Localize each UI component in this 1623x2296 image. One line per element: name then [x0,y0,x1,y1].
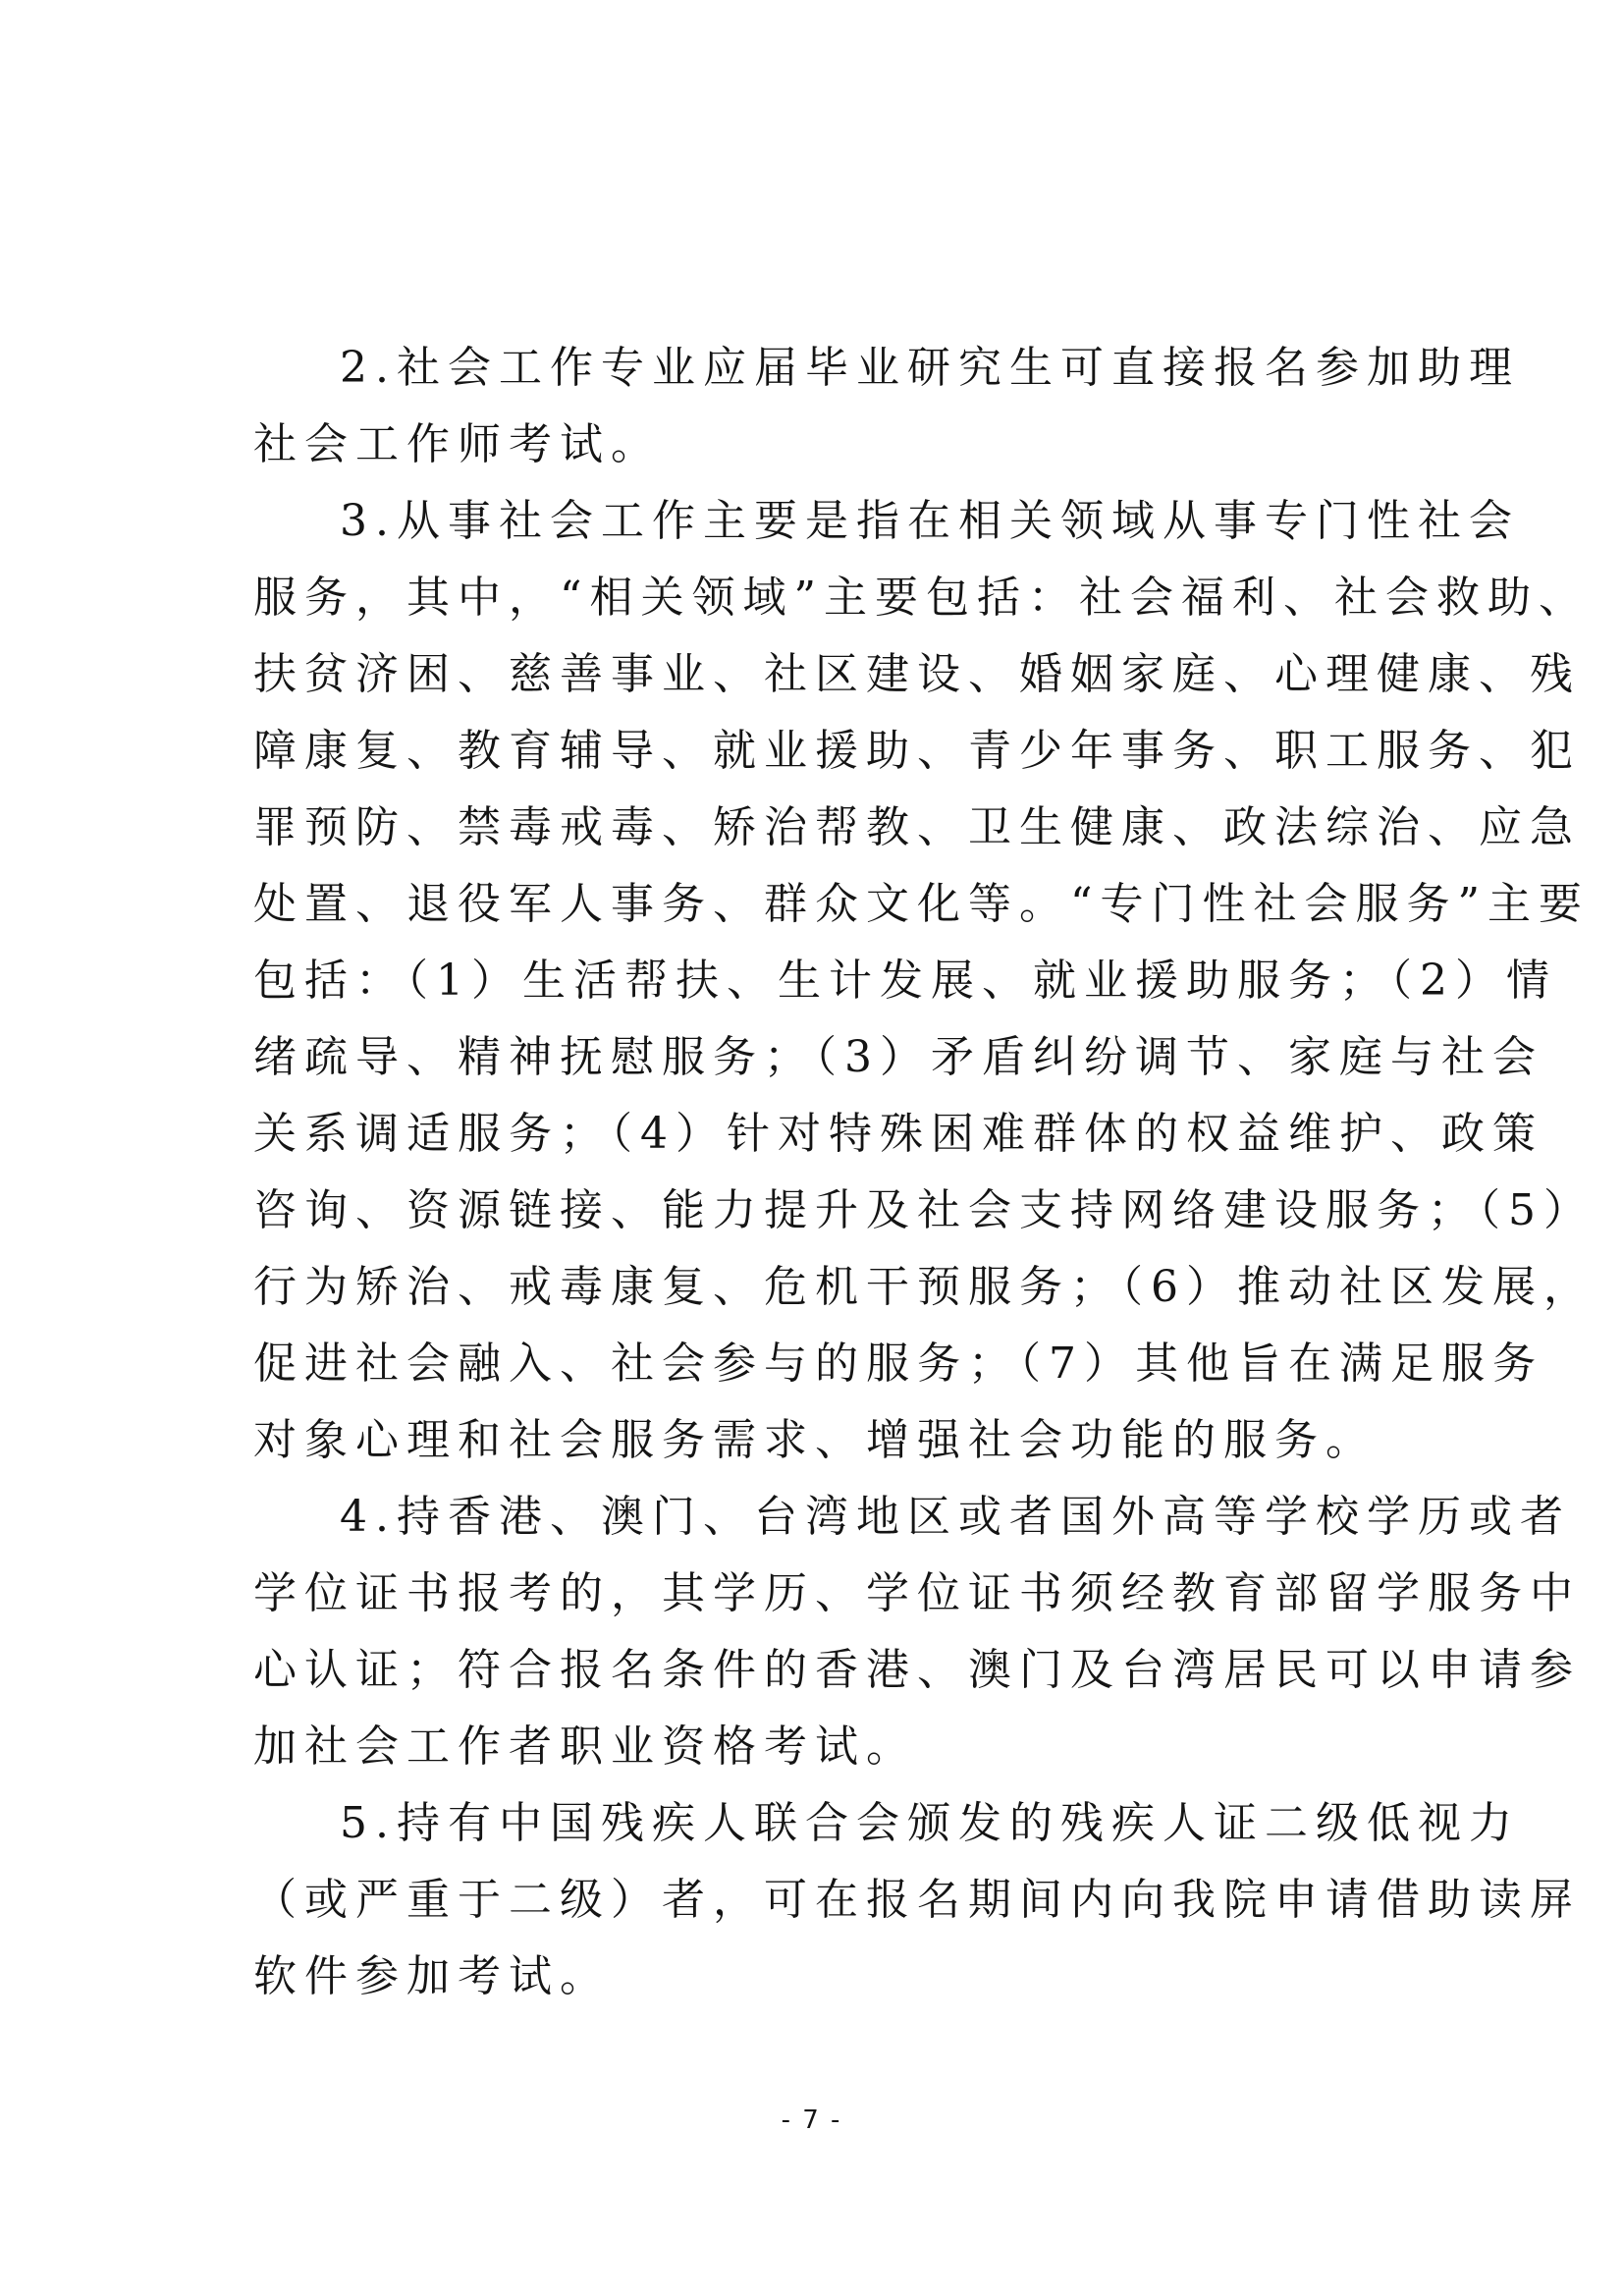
page-number: - 7 - [781,2105,842,2135]
paragraph-2-line-2: 社会工作师考试。 [253,419,662,469]
paragraph-5-line-2: （或严重于二级）者，可在报名期间内向我院申请借助读屏 [253,1875,1581,1925]
paragraph-3-line-4: 障康复、教育辅导、就业援助、青少年事务、职工服务、犯 [253,726,1581,776]
paragraph-5-line-1: 5.持有中国残疾人联合会颁发的残疾人证二级低视力 [340,1798,1520,1848]
paragraph-3-line-12: 促进社会融入、社会参与的服务；（7）其他旨在满足服务 [253,1339,1543,1389]
paragraph-3-line-2: 服务，其中，“相关领域”主要包括：社会福利、社会救助、 [253,573,1590,623]
paragraph-3-line-10: 咨询、资源链接、能力提升及社会支持网络建设服务；（5） [253,1185,1595,1235]
paragraph-3-line-13: 对象心理和社会服务需求、增强社会功能的服务。 [253,1415,1377,1465]
paragraph-3-line-3: 扶贫济困、慈善事业、社区建设、婚姻家庭、心理健康、残 [253,649,1581,699]
paragraph-5-line-3: 软件参加考试。 [253,1951,611,2001]
document-body [253,330,1595,2015]
paragraph-3-line-7: 包括：（1）生活帮扶、生计发展、就业援助服务；（2）情 [253,956,1557,1006]
paragraph-3-line-1: 3.从事社会工作主要是指在相关领域从事专门性社会 [340,496,1520,546]
paragraph-4-line-3: 心认证；符合报名条件的香港、澳门及台湾居民可以申请参 [253,1645,1581,1695]
paragraph-3-line-11: 行为矫治、戒毒康复、危机干预服务；（6）推动社区发展， [253,1262,1595,1312]
paragraph-2-line-1: 2.社会工作专业应届毕业研究生可直接报名参加助理 [340,343,1520,393]
paragraph-3-line-8: 绪疏导、精神抚慰服务；（3）矛盾纠纷调节、家庭与社会 [253,1032,1543,1082]
paragraph-3-line-6: 处置、退役军人事务、群众文化等。“专门性社会服务”主要 [253,879,1590,929]
paragraph-3-line-9: 关系调适服务；（4）针对特殊困难群体的权益维护、政策 [253,1109,1543,1159]
paragraph-4-line-1: 4.持香港、澳门、台湾地区或者国外高等学校学历或者 [340,1492,1571,1542]
paragraph-4-line-4: 加社会工作者职业资格考试。 [253,1722,917,1772]
paragraph-3-line-5: 罪预防、禁毒戒毒、矫治帮教、卫生健康、政法综治、应急 [253,802,1581,852]
paragraph-4-line-2: 学位证书报考的，其学历、学位证书须经教育部留学服务中 [253,1568,1581,1618]
